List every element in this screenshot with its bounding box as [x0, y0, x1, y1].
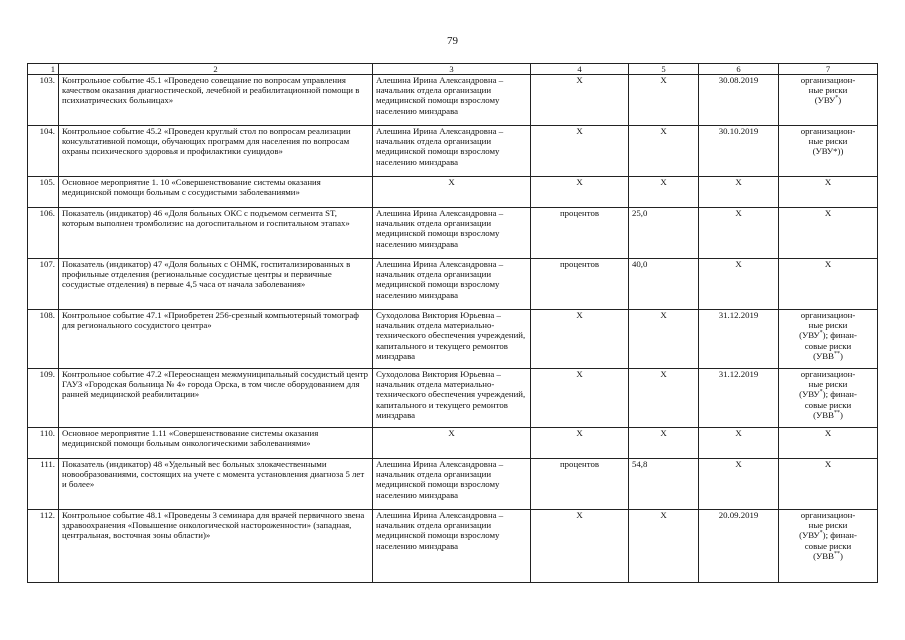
- table-row: [28, 75, 878, 126]
- row-risk: X: [779, 177, 878, 208]
- row-number: 112.: [28, 510, 59, 583]
- row-text: Показатель (индикатор) 46 «Доля больных ОКС с подъемом сегмента ST, которым выполнен тромболизис на догоспитальном и госпитальном этапах»: [59, 208, 373, 259]
- row-risk: X: [779, 208, 878, 259]
- row-text: Контрольное событие 47.2 «Переоснащен межмуниципальный сосудистый центр ГАУЗ «Городская больница № 4» города Орска, в том числе оборудованием для ранней медицинской реабилитации»: [59, 369, 373, 428]
- risk-code: (УВУ: [799, 389, 820, 400]
- row-value: X: [629, 126, 699, 177]
- table-row: [28, 459, 878, 510]
- row-risk: X: [779, 428, 878, 459]
- table-row: [28, 208, 878, 259]
- row-date: 30.10.2019: [699, 126, 779, 177]
- row-unit: X: [531, 75, 629, 126]
- row-risk: X: [779, 459, 878, 510]
- risk-line: организацион-: [800, 310, 856, 320]
- risk-code-tail: ): [839, 350, 843, 361]
- risk-line: организацион-: [800, 126, 856, 136]
- row-text: Контрольное событие 45.1 «Проведено совещание по вопросам управления качеством оказания диагностической, лечебной и реабилитационной помощи в психиатрических больницах»: [59, 75, 373, 126]
- row-text: Основное мероприятие 1.11 «Совершенствование системы оказания медицинской помощи больным онкологическими заболеваниями»: [59, 428, 373, 459]
- risk-line: ные риски: [808, 320, 848, 331]
- row-unit: X: [531, 510, 629, 583]
- risk-code-tail: ): [838, 95, 842, 106]
- row-number: 107.: [28, 259, 59, 310]
- risk-line: организацион-: [800, 75, 856, 85]
- row-responsible: Суходолова Виктория Юрьевна – начальник отдела материально-технического обеспечения учреждений, капитального и текущего ремонтов минздрава: [373, 369, 531, 428]
- row-risk: [779, 310, 878, 369]
- row-text: Основное мероприятие 1. 10 «Совершенствование системы оказания медицинской помощи больным с сосудистыми заболеваниями»: [59, 177, 373, 208]
- risk-line: [782, 330, 874, 340]
- risk-code-tail: ): [839, 409, 843, 420]
- risk-code-tail: ); финан-: [822, 389, 857, 400]
- row-value: X: [629, 369, 699, 428]
- row-value: 54,8: [629, 459, 699, 510]
- header-row: [28, 64, 878, 75]
- row-number: 104.: [28, 126, 59, 177]
- row-risk: [779, 369, 878, 428]
- risk-line: совые риски: [804, 540, 852, 551]
- risk-code: (УВУ: [799, 530, 820, 541]
- row-value: X: [629, 75, 699, 126]
- row-value: X: [629, 428, 699, 459]
- risk-line: [782, 351, 874, 361]
- row-text: Показатель (индикатор) 48 «Удельный вес больных злокачественными новообразованиями, состоящих на учете с момента установления диагноза 5 лет и более»: [59, 459, 373, 510]
- row-responsible: X: [373, 177, 531, 208]
- table-row: [28, 177, 878, 208]
- risk-code: (УВВ: [813, 409, 834, 420]
- risk-code: (УВУ: [814, 95, 836, 106]
- row-number: 111.: [28, 459, 59, 510]
- row-number: 103.: [28, 75, 59, 126]
- risk-footnote-mark: **: [833, 550, 840, 557]
- row-number: 105.: [28, 177, 59, 208]
- plan-table: [27, 63, 878, 583]
- row-responsible: Алешина Ирина Александровна – начальник отдела организации медицинской помощи взрослому населению минздрава: [373, 459, 531, 510]
- table-row: [28, 428, 878, 459]
- row-date: X: [699, 177, 779, 208]
- row-date: X: [699, 459, 779, 510]
- row-text: Контрольное событие 48.1 «Проведены 3 семинара для врачей первичного звена здравоохранения «Повышение онкологической настороженности» (западная, центральная, восточная зоны области)»: [59, 510, 373, 583]
- risk-line: [782, 410, 874, 420]
- row-unit: процентов: [531, 208, 629, 259]
- risk-line: [782, 95, 874, 105]
- header-cell: 4: [531, 64, 629, 75]
- risk-code: (УВВ: [813, 550, 834, 561]
- row-responsible: Алешина Ирина Александровна – начальник отдела организации медицинской помощи взрослому населению минздрава: [373, 126, 531, 177]
- header-cell: 6: [699, 64, 779, 75]
- row-responsible: X: [373, 428, 531, 459]
- risk-line: организацион-: [800, 369, 856, 379]
- row-unit: X: [531, 369, 629, 428]
- row-unit: X: [531, 428, 629, 459]
- risk-code-tail: ); финан-: [822, 330, 857, 341]
- row-risk: [779, 126, 878, 177]
- row-text: Показатель (индикатор) 47 «Доля больных с ОНМК, госпитализированных в профильные отделения (региональные сосудистые центры и первичные сосудистые отделения) в первые 4,5 часа от начала заболевания»: [59, 259, 373, 310]
- row-number: 109.: [28, 369, 59, 428]
- row-value: X: [629, 510, 699, 583]
- row-date: X: [699, 208, 779, 259]
- risk-code-tail: ); финан-: [822, 530, 857, 541]
- row-risk: X: [779, 259, 878, 310]
- risk-line: ные риски: [808, 520, 848, 531]
- row-value: 25,0: [629, 208, 699, 259]
- risk-code: (УВВ: [813, 350, 834, 361]
- header-cell: 2: [59, 64, 373, 75]
- table-row: [28, 259, 878, 310]
- risk-footnote-mark: *: [819, 389, 823, 396]
- page-number: 79: [447, 35, 458, 47]
- table-row: [28, 510, 878, 583]
- risk-line: организацион-: [800, 510, 856, 520]
- risk-line: ные риски: [808, 379, 848, 390]
- row-date: X: [699, 428, 779, 459]
- row-unit: процентов: [531, 259, 629, 310]
- row-date: 30.08.2019: [699, 75, 779, 126]
- row-value: X: [629, 177, 699, 208]
- row-value: X: [629, 310, 699, 369]
- row-number: 110.: [28, 428, 59, 459]
- row-responsible: Алешина Ирина Александровна – начальник отдела организации медицинской помощи взрослому населению минздрава: [373, 208, 531, 259]
- row-responsible: Алешина Ирина Александровна – начальник отдела организации медицинской помощи взрослому населению минздрава: [373, 510, 531, 583]
- row-responsible: Суходолова Виктория Юрьевна – начальник отдела материально-технического обеспечения учреждений, капитального и текущего ремонтов минздрава: [373, 310, 531, 369]
- risk-line: (УВУ*)): [812, 146, 844, 157]
- row-responsible: Алешина Ирина Александровна – начальник отдела организации медицинской помощи взрослому населению минздрава: [373, 75, 531, 126]
- row-risk: [779, 510, 878, 583]
- row-responsible: Алешина Ирина Александровна – начальник отдела организации медицинской помощи взрослому населению минздрава: [373, 259, 531, 310]
- row-number: 108.: [28, 310, 59, 369]
- header-cell: 3: [373, 64, 531, 75]
- table-row: [28, 126, 878, 177]
- risk-line: совые риски: [804, 340, 852, 351]
- risk-footnote-mark: *: [819, 330, 823, 337]
- table-row: [28, 369, 878, 428]
- risk-line: ные риски: [808, 85, 848, 96]
- row-date: 31.12.2019: [699, 369, 779, 428]
- risk-line: [782, 389, 874, 399]
- risk-footnote-mark: *: [819, 530, 823, 537]
- risk-line: [782, 530, 874, 540]
- risk-line: ные риски: [808, 136, 848, 147]
- header-cell: 1: [28, 64, 59, 75]
- header-cell: 7: [779, 64, 878, 75]
- row-date: X: [699, 259, 779, 310]
- row-unit: X: [531, 126, 629, 177]
- header-cell: 5: [629, 64, 699, 75]
- row-risk: [779, 75, 878, 126]
- risk-line: совые риски: [804, 399, 852, 410]
- risk-footnote-mark: **: [833, 350, 840, 357]
- row-unit: X: [531, 310, 629, 369]
- row-unit: X: [531, 177, 629, 208]
- risk-footnote-mark: *: [835, 95, 839, 102]
- risk-footnote-mark: **: [833, 409, 840, 416]
- row-date: 31.12.2019: [699, 310, 779, 369]
- table-row: [28, 310, 878, 369]
- row-value: 40,0: [629, 259, 699, 310]
- row-text: Контрольное событие 47.1 «Приобретен 256-срезный компьютерный томограф для регионального сосудистого центра»: [59, 310, 373, 369]
- row-date: 20.09.2019: [699, 510, 779, 583]
- risk-code-tail: ): [839, 550, 843, 561]
- risk-code: (УВУ: [799, 330, 820, 341]
- risk-line: [782, 551, 874, 561]
- row-unit: процентов: [531, 459, 629, 510]
- row-text: Контрольное событие 45.2 «Проведен круглый стол по вопросам реализации консультативной помощи, обучающих программ для населения по вопросам охраны психического здоровья и профилактики суицидов»: [59, 126, 373, 177]
- row-number: 106.: [28, 208, 59, 259]
